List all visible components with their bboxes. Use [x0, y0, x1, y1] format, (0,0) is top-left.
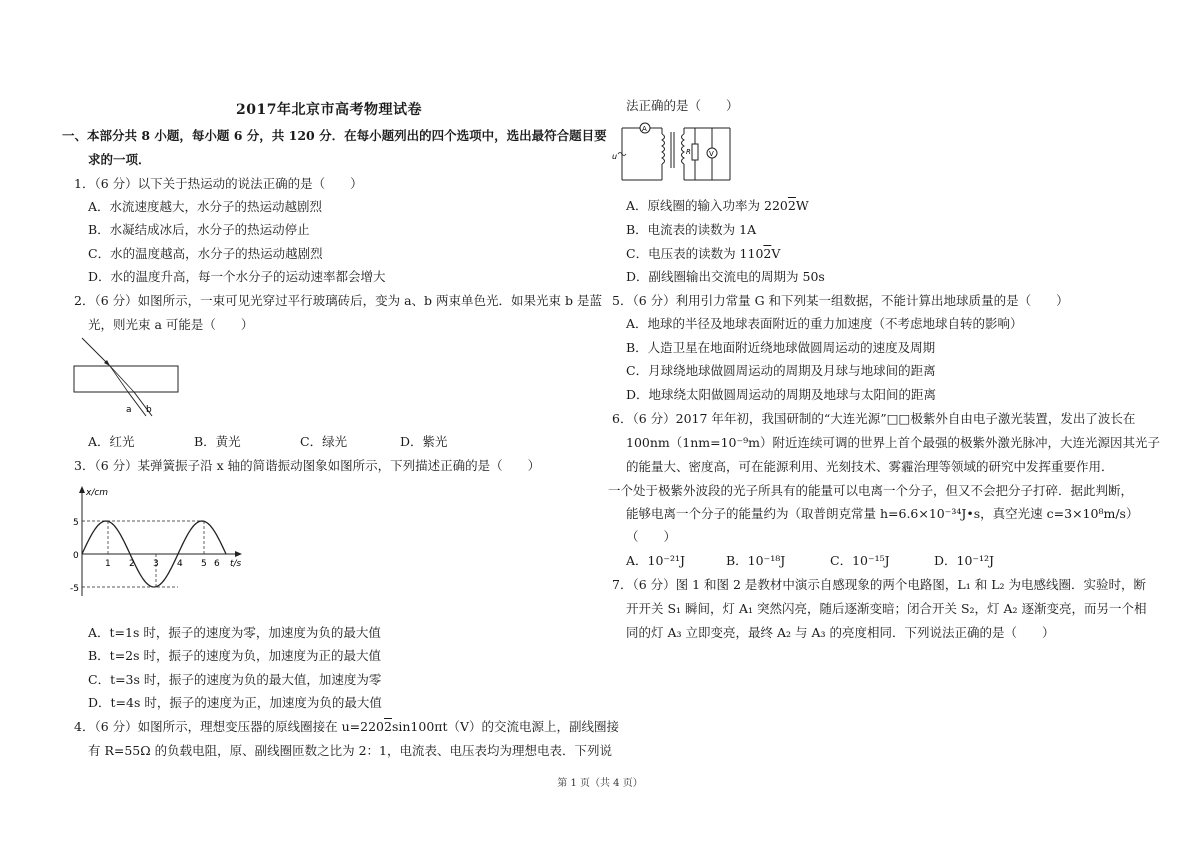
- q4-transformer-circuit: [612, 120, 744, 186]
- q3-ylabel: x/cm: [86, 488, 109, 498]
- q3-xtick-4: 4: [177, 559, 183, 569]
- q6-stem-line1: 6．（6 分）2017 年年初，我国研制的“大连光源”□□极紫外自由电子激光装置，发出了波长在: [612, 411, 1136, 426]
- q3-xlabel: t/s: [230, 559, 242, 569]
- source-label: u: [612, 152, 618, 161]
- q4-option-b: B．电流表的读数为 1A: [626, 222, 757, 237]
- q3-xtick-1: 1: [105, 559, 111, 569]
- q4-option-a-part2: W: [795, 198, 809, 213]
- q1-option-b: B．水凝结成冰后，水分子的热运动停止: [88, 222, 310, 237]
- q2-options: [88, 434, 448, 450]
- q2-glass-block-diagram: [70, 336, 190, 418]
- voltmeter-label: V: [709, 150, 714, 158]
- q3-option-c: C．t=3s 时，振子的速度为负的最大值，加速度为零: [88, 672, 382, 687]
- q4-option-a-part1: A．原线圈的输入功率为 220: [626, 198, 788, 213]
- section-heading-line1: 一、本部分共 8 小题，每小题 6 分，共 120 分．在每小题列出的四个选项中，选出最符合题目要: [62, 128, 607, 143]
- q4-option-a-root: 2: [787, 198, 796, 213]
- q4-stem-root: 2: [384, 719, 392, 734]
- q2-stem-line1: 2．（6 分）如图所示，一束可见光穿过平行玻璃砖后，变为 a、b 两束单色光．如果光束 b 是蓝: [74, 293, 602, 308]
- q4-stem-line3: 法正确的是（ ）: [626, 98, 739, 113]
- q3-stem: 3．（6 分）某弹簧振子沿 x 轴的简谐振动图象如图所示，下列描述正确的是（ ）: [74, 458, 541, 473]
- q3-xtick-5: 5: [201, 559, 207, 569]
- q3-ytick-5: 5: [73, 518, 79, 528]
- q4-option-d: D．副线圈输出交流电的周期为 50s: [626, 269, 825, 284]
- q2-option-b: B．黄光: [194, 434, 241, 449]
- q4-stem-part2: sin100πt（V）的交流电源上，副线圈接: [391, 719, 620, 734]
- q6-stem-line5: 能够电离一个分子的能量约为（取普朗克常量 h=6.6×10⁻³⁴J•s，真空光速 c=3×10⁸m/s）: [626, 506, 1139, 521]
- q6-stem-line4: 一个处于极紫外波段的光子所具有的能量可以电离一个分子，但又不会把分子打碎．据此判断，: [608, 483, 1134, 498]
- q3-xtick-3: 3: [153, 559, 159, 569]
- ammeter-label: A: [642, 125, 647, 133]
- q5-stem: 5．（6 分）利用引力常量 G 和下列某一组数据，不能计算出地球质量的是（ ）: [612, 293, 1069, 308]
- q4-stem-line1: [74, 719, 619, 735]
- q3-shm-graph: [70, 484, 250, 604]
- q5-option-a: A．地球的半径及地球表面附近的重力加速度（不考虑地球自转的影响）: [626, 316, 1023, 331]
- q6-option-a: A．10⁻²¹J: [626, 553, 686, 568]
- page-footer: 第 1 页（共 4 页）: [557, 778, 643, 789]
- q2-label-a: a: [126, 405, 132, 415]
- q2-stem-line2: 光，则光束 a 可能是（ ）: [88, 317, 254, 332]
- q5-option-b: B．人造卫星在地面附近绕地球做圆周运动的速度及周期: [626, 340, 936, 355]
- q4-option-c-part1: C．电压表的读数为 110: [626, 246, 764, 261]
- q3-xtick-6: 6: [214, 559, 220, 569]
- resistor-label: R: [686, 148, 691, 156]
- q3-ytick-neg5: -5: [70, 584, 79, 594]
- q5-option-c: C．月球绕地球做圆周运动的周期及月球与地球间的距离: [626, 363, 936, 378]
- q3-option-b: B．t=2s 时，振子的速度为负，加速度为正的最大值: [88, 648, 382, 663]
- q3-option-a: A．t=1s 时，振子的速度为零，加速度为负的最大值: [88, 625, 381, 640]
- q5-option-d: D．地球绕太阳做圆周运动的周期及地球与太阳间的距离: [626, 387, 937, 402]
- q4-option-c: [626, 246, 780, 262]
- q1-option-a: A．水流速度越大，水分子的热运动越剧烈: [88, 199, 323, 214]
- q6-stem-line3: 的能量大、密度高，可在能源利用、光刻技术、雾霾治理等领域的研究中发挥重要作用．: [626, 459, 1114, 474]
- q1-option-c: C．水的温度越高，水分子的热运动越剧烈: [88, 246, 323, 261]
- q6-option-c: C．10⁻¹⁵J: [830, 553, 890, 568]
- section-heading-line2: 求的一项．: [88, 152, 151, 167]
- q7-stem-line3: 同的灯 A₃ 立即变亮，最终 A₂ 与 A₃ 的亮度相同．下列说法正确的是（ ）: [626, 625, 1055, 640]
- q6-stem-line2: 100nm（1nm=10⁻⁹m）附近连续可调的世界上首个最强的极紫外激光脉冲，大连光源因其光子: [626, 435, 1160, 450]
- q4-option-c-part2: V: [771, 246, 781, 261]
- q4-option-c-root: 2: [763, 246, 772, 261]
- q7-stem-line1: 7．（6 分）图 1 和图 2 是教材中演示自感现象的两个电路图，L₁ 和 L₂ 为电感线圈．实验时，断: [612, 577, 1146, 592]
- q3-option-d: D．t=4s 时，振子的速度为正，加速度为负的最大值: [88, 695, 382, 710]
- q6-option-b: B．10⁻¹⁸J: [726, 553, 786, 568]
- q7-stem-line2: 开开关 S₁ 瞬间，灯 A₁ 突然闪亮，随后逐渐变暗；闭合开关 S₂，灯 A₂ 逐渐变亮，而另一个相: [626, 601, 1147, 616]
- q6-option-d: D．10⁻¹²J: [934, 553, 995, 568]
- q2-option-d: D．紫光: [400, 434, 448, 449]
- q4-option-a: [626, 198, 809, 214]
- q2-label-b: b: [146, 405, 152, 415]
- q6-stem-line6: （ ）: [626, 529, 677, 544]
- q4-stem-part1: 4．（6 分）如图所示，理想变压器的原线圈接在 u=220: [74, 719, 384, 734]
- q3-origin: 0: [73, 551, 79, 561]
- q2-option-a: A．红光: [88, 434, 135, 449]
- q1-option-d: D．水的温度升高，每一个水分子的运动速率都会增大: [88, 269, 386, 284]
- q4-stem-line2: 有 R=55Ω 的负载电阻，原、副线圈匝数之比为 2：1，电流表、电压表均为理想电表．下列说: [88, 743, 612, 758]
- q2-option-c: C．绿光: [300, 434, 348, 449]
- q3-xtick-2: 2: [129, 559, 135, 569]
- resistor-icon: [692, 144, 698, 160]
- q1-stem: 1．（6 分）以下关于热运动的说法正确的是（ ）: [74, 176, 363, 191]
- page-title: 2017年北京市高考物理试卷: [236, 102, 422, 118]
- q6-options: [626, 553, 994, 569]
